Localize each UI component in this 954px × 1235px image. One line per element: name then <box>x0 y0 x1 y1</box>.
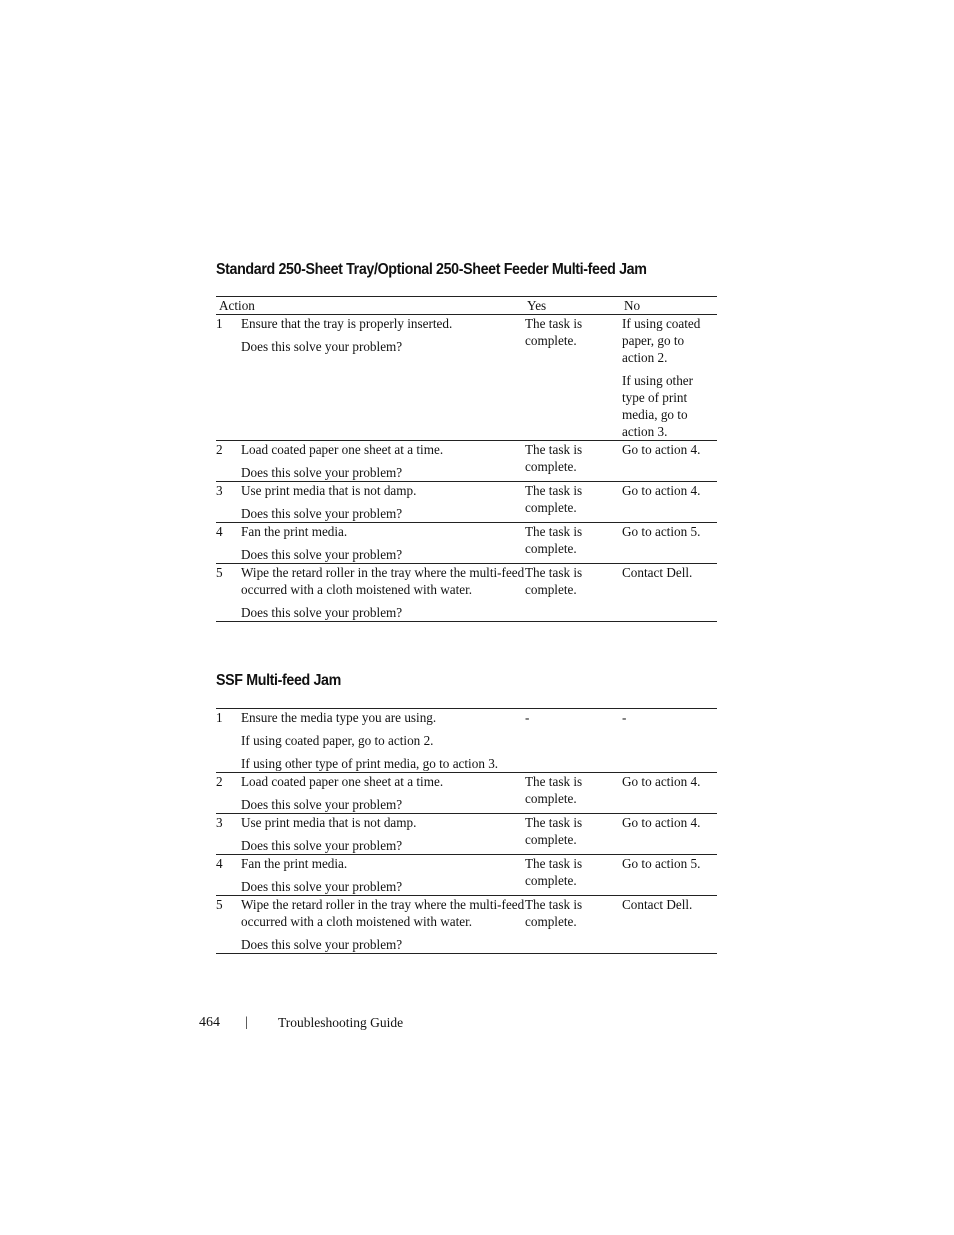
action-text: If using coated paper, go to action 2. <box>241 733 434 748</box>
yes-cell <box>525 523 622 564</box>
step-number: 2 <box>216 773 241 814</box>
yes-text: The task is complete. <box>525 774 583 806</box>
column-header-action: Action <box>219 298 255 313</box>
step-number: 4 <box>216 855 241 896</box>
action-text: Ensure that the tray is properly inserted. <box>241 316 453 331</box>
no-text: Go to action 4. <box>622 815 701 830</box>
step-number: 3 <box>216 482 241 523</box>
yes-cell <box>525 855 622 896</box>
action-cell <box>241 564 525 622</box>
no-text: If using coated paper, go to action 2. <box>622 316 701 365</box>
no-text: Go to action 4. <box>622 774 701 789</box>
yes-cell <box>525 709 622 773</box>
table-body <box>216 315 717 622</box>
action-cell <box>241 814 525 855</box>
yes-text: The task is complete. <box>525 483 583 515</box>
table-row <box>216 855 717 896</box>
action-text: Does this solve your problem? <box>241 506 403 521</box>
yes-text: The task is complete. <box>525 856 583 888</box>
step-number: 4 <box>216 523 241 564</box>
no-text: Contact Dell. <box>622 565 693 580</box>
no-cell <box>622 814 717 855</box>
action-text: Load coated paper one sheet at a time. <box>241 442 444 457</box>
yes-cell <box>525 896 622 954</box>
action-cell <box>241 773 525 814</box>
no-text: Go to action 5. <box>622 856 701 871</box>
table-row <box>216 896 717 954</box>
yes-cell <box>525 773 622 814</box>
table-row <box>216 773 717 814</box>
no-cell <box>622 523 717 564</box>
yes-text: The task is complete. <box>525 524 583 556</box>
action-cell <box>241 441 525 482</box>
yes-cell <box>525 441 622 482</box>
step-number: 3 <box>216 814 241 855</box>
yes-text: The task is complete. <box>525 316 583 348</box>
action-text: Does this solve your problem? <box>241 339 403 354</box>
no-cell <box>622 709 717 773</box>
action-cell <box>241 482 525 523</box>
footer-separator: | <box>245 1015 248 1030</box>
step-number: 1 <box>216 710 223 725</box>
troubleshooting-table-standard-tray <box>216 296 717 622</box>
step-number: 1 <box>216 316 223 331</box>
table-row <box>216 315 717 441</box>
no-cell <box>622 855 717 896</box>
no-cell <box>622 564 717 622</box>
yes-cell <box>525 814 622 855</box>
section-heading-ssf: SSF Multi-feed Jam <box>216 672 341 689</box>
action-cell <box>241 523 525 564</box>
column-header-no: No <box>624 298 641 313</box>
no-cell <box>622 773 717 814</box>
table-row <box>216 441 717 482</box>
action-text: Does this solve your problem? <box>241 605 403 620</box>
action-text: Fan the print media. <box>241 856 348 871</box>
yes-text: - <box>525 710 530 725</box>
table-row <box>216 709 717 773</box>
action-text: Does this solve your problem? <box>241 937 403 952</box>
action-text: Does this solve your problem? <box>241 465 403 480</box>
step-number: 5 <box>216 564 241 622</box>
action-cell <box>241 896 525 954</box>
troubleshooting-table-ssf <box>216 708 717 954</box>
action-text: Does this solve your problem? <box>241 838 403 853</box>
page-number: 464 <box>199 1015 220 1030</box>
no-text: Go to action 5. <box>622 524 701 539</box>
yes-cell <box>525 564 622 622</box>
action-text: If using other type of print media, go to action 3. <box>241 756 499 771</box>
no-cell <box>622 482 717 523</box>
action-text: Wipe the retard roller in the tray where the multi-feed occurred with a cloth moistened with water. <box>241 897 525 929</box>
no-text: Go to action 4. <box>622 483 701 498</box>
action-text: Does this solve your problem? <box>241 547 403 562</box>
action-text: Load coated paper one sheet at a time. <box>241 774 444 789</box>
section-heading-standard-tray: Standard 250-Sheet Tray/Optional 250-Sheet Feeder Multi-feed Jam <box>216 261 647 278</box>
no-text: Contact Dell. <box>622 897 693 912</box>
action-cell <box>241 709 525 773</box>
table-header-row <box>216 297 717 315</box>
action-text: Fan the print media. <box>241 524 348 539</box>
table-row <box>216 814 717 855</box>
no-cell <box>622 441 717 482</box>
step-number: 2 <box>216 441 241 482</box>
yes-text: The task is complete. <box>525 815 583 847</box>
no-text: If using other type of print media, go to action 3. <box>622 373 694 439</box>
action-text: Ensure the media type you are using. <box>241 710 437 725</box>
table-row <box>216 482 717 523</box>
yes-text: The task is complete. <box>525 442 583 474</box>
no-cell <box>622 896 717 954</box>
table-body <box>216 709 717 954</box>
action-cell <box>241 315 525 441</box>
yes-cell <box>525 482 622 523</box>
no-cell <box>622 315 717 441</box>
yes-text: The task is complete. <box>525 565 583 597</box>
action-text: Wipe the retard roller in the tray where the multi-feed occurred with a cloth moistened with water. <box>241 565 525 597</box>
yes-text: The task is complete. <box>525 897 583 929</box>
table-row <box>216 523 717 564</box>
column-header-yes: Yes <box>527 298 547 313</box>
action-text: Does this solve your problem? <box>241 879 403 894</box>
action-cell <box>241 855 525 896</box>
action-text: Use print media that is not damp. <box>241 483 417 498</box>
yes-cell <box>525 315 622 441</box>
action-text: Use print media that is not damp. <box>241 815 417 830</box>
guide-title: Troubleshooting Guide <box>278 1015 404 1030</box>
no-text: Go to action 4. <box>622 442 701 457</box>
no-text: - <box>622 710 627 725</box>
action-text: Does this solve your problem? <box>241 797 403 812</box>
step-number: 5 <box>216 896 241 954</box>
table-row <box>216 564 717 622</box>
